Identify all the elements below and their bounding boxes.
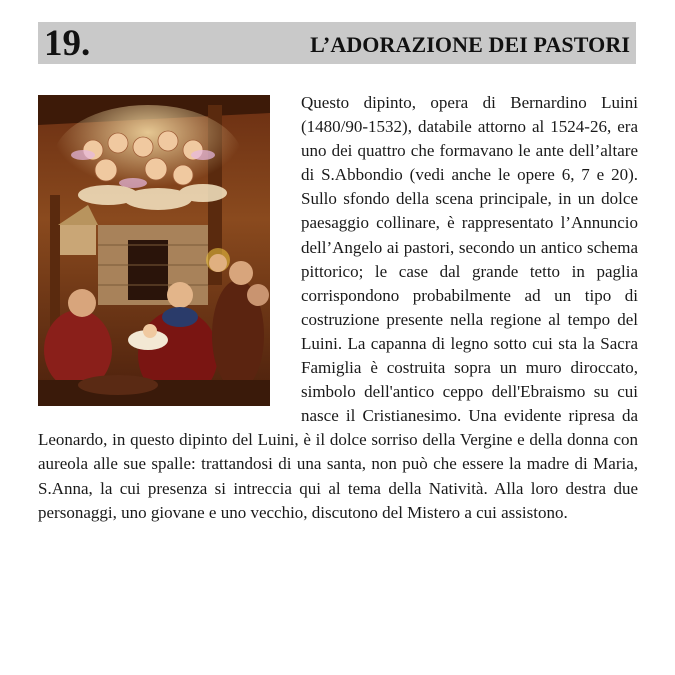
section-header: [38, 22, 636, 64]
article-text: [38, 91, 638, 525]
entry-number: 19.: [44, 23, 91, 64]
article-body: Questo dipinto, opera di Bernardino Luini (1480/90-1532), databile attorno al 1524-26, era uno dei quattro che formavano le ante dell’altare di S.Abbondio (vedi anche le opere 6, 7 e 20). Sullo sfondo della scena principale, in un dolce paesaggio collinare, è rappresentato l’Annuncio dell’Angelo ai pastori, secondo un antico schema pittorico; le case dal grande tetto in paglia corrispondono probabilmente ad un tipo di costruzione presente nella regione al tempo del Luini. La capanna di legno sotto cui sta la Sacra Famiglia è costruita sopra un muro diroccato, simbolo dell'antico ceppo dell'Ebraismo su cui nasce il Cristianesimo. Una evidente ripresa da Leonardo, in questo dipinto del Luini, è il dolce sorriso della Vergine e della donna con aureola alle sue spalle: trattandosi di una santa, non può che essere la madre di Maria, S.Anna, la cui presenza si intreccia qui al tema della Natività. Alla loro destra due personaggi, uno giovane e uno vecchio, discutono del Mistero a cui assistono.: [38, 93, 638, 522]
figure-wrap-spacer: [38, 91, 301, 421]
entry-title: L’ADORAZIONE DEI PASTORI: [310, 32, 630, 57]
